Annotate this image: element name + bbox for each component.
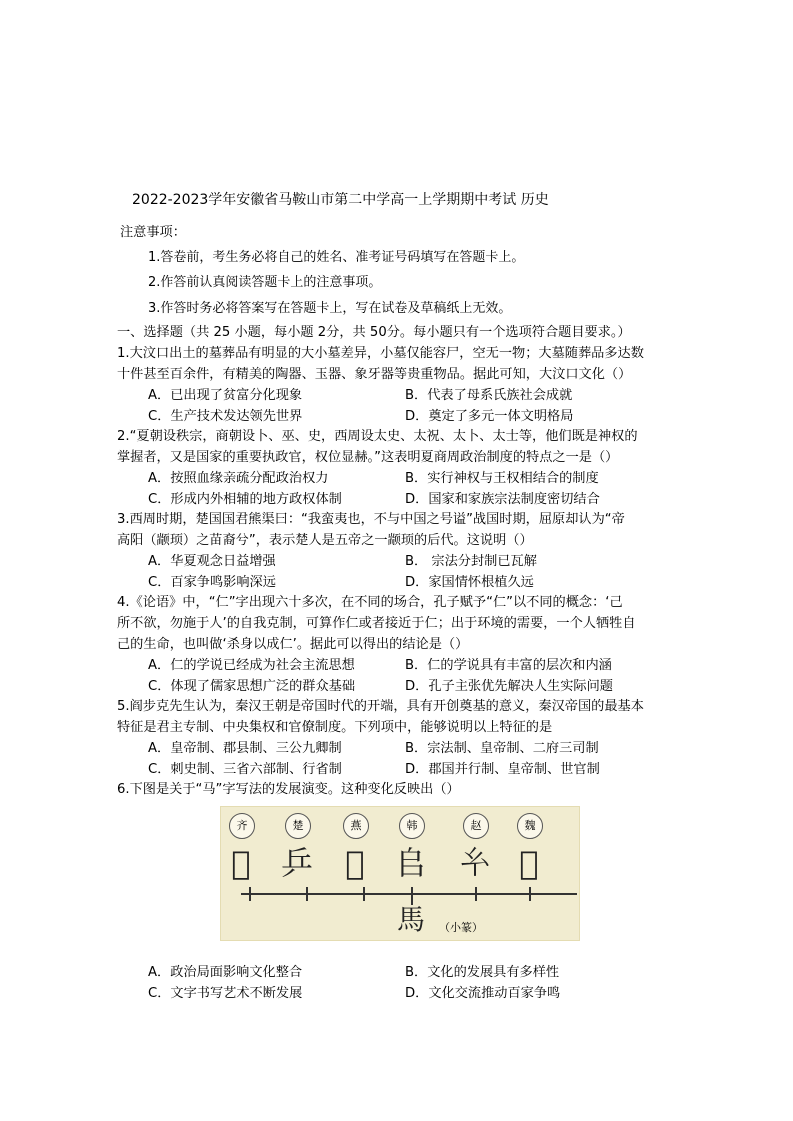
timeline-tick — [529, 887, 531, 901]
horse-character-figure — [220, 806, 580, 941]
option-d: D．孔子主张优先解决人生实际问题 — [405, 679, 613, 694]
option-d: D．郡国并行制、皇帝制、世官制 — [405, 762, 600, 777]
question-text: 己的生命，也叫做‘杀身以成仁’。据此可以得出的结论是（） — [117, 637, 469, 652]
horse-glyph-chu: 乒 — [280, 844, 313, 882]
question-text: 3.西周时期，楚国国君熊渠曰：“我蛮夷也，不与中国之号谥”战国时期，屈原却认为“帝 — [117, 512, 625, 527]
timeline-axis — [241, 893, 577, 895]
option-a: A．政治局面影响文化整合 — [148, 965, 303, 980]
question-text: 4.《论语》中，“仁”字出现六十多次，在不同的场合，孔子赋予“仁”以不同的概念：‘己 — [117, 595, 623, 610]
notice-heading: 注意事项： — [120, 225, 186, 240]
option-c: C．文字书写艺术不断发展 — [148, 986, 303, 1001]
state-badge-wei: 魏 — [517, 813, 543, 839]
option-b: B．实行神权与王权相结合的制度 — [405, 471, 599, 486]
horse-glyph-zhao: 𢆯 — [458, 844, 491, 882]
timeline-tick — [249, 887, 251, 901]
section-heading: 一、选择题（共 25 小题，每小题 2分，共 50分。每小题只有一个选项符合题目要求。） — [117, 325, 631, 340]
state-badge-han: 韩 — [399, 813, 425, 839]
state-badge-chu: 楚 — [285, 813, 311, 839]
question-text: 1.大汶口出土的墓葬品有明显的大小墓差异，小墓仅能容尸，空无一物；大墓随葬品多达数 — [117, 346, 644, 361]
option-a: A．已出现了贫富分化现象 — [148, 388, 303, 403]
option-b: B．文化的发展具有多样性 — [405, 965, 560, 980]
horse-glyph-wei: 𠂻 — [519, 844, 539, 882]
option-c: C．刺史制、三省六部制、行省制 — [148, 762, 342, 777]
horse-glyph-qi: 𢒦 — [231, 844, 251, 882]
notice-item: 2.作答前认真阅读答题卡上的注意事项。 — [148, 275, 382, 290]
option-b: B．宗法制、皇帝制、二府三司制 — [405, 741, 599, 756]
question-text: 特征是君主专制、中央集权和官僚制度。下列项中，能够说明以上特征的是 — [117, 720, 553, 735]
question-text: 掌握者，又是国家的重要执政官，权位显赫。”这表明夏商周政治制度的特点之一是（） — [117, 450, 619, 465]
option-d: D．国家和家族宗法制度密切结合 — [405, 492, 600, 507]
seal-script-label: （小篆） — [439, 921, 483, 934]
question-text: 6.下图是关于“马”字写法的发展演变。这种变化反映出（） — [117, 782, 460, 797]
state-badge-zhao: 赵 — [463, 813, 489, 839]
question-text: 2.“夏朝设秩宗，商朝设卜、巫、史，西周设太史、太祝、太卜、太士等，他们既是神权的 — [117, 429, 638, 444]
option-c: C．百家争鸣影响深远 — [148, 575, 276, 590]
horse-glyph-han: 𠂤 — [394, 844, 427, 882]
question-text: 十件甚至百余件，有精美的陶器、玉器、象牙器等贵重物品。据此可知，大汶口文化（） — [117, 367, 632, 382]
state-badge-qi: 齐 — [229, 813, 255, 839]
timeline-tick — [475, 887, 477, 901]
option-a: A．按照血缘亲疏分配政治权力 — [148, 471, 329, 486]
horse-glyph-yan: 𢍘 — [345, 844, 365, 882]
option-c: C．体现了儒家思想广泛的群众基础 — [148, 679, 356, 694]
option-a: A．仁的学说已经成为社会主流思想 — [148, 658, 355, 673]
timeline-tick — [363, 887, 365, 901]
question-text: 所不欲，勿施于人’的自我克制，可算作仁或者接近于仁；出于环境的需要，一个人牺牲自 — [117, 616, 636, 631]
option-d: D．文化交流推动百家争鸣 — [405, 986, 561, 1001]
timeline-tick — [306, 887, 308, 901]
option-b: B． 宗法分封制已瓦解 — [405, 554, 537, 569]
option-b: B．仁的学说具有丰富的层次和内涵 — [405, 658, 612, 673]
notice-item: 3.作答时务必将答案写在答题卡上，写在试卷及草稿纸上无效。 — [148, 301, 512, 316]
option-c: C．形成内外相辅的地方政权体制 — [148, 492, 342, 507]
question-text: 5.阎步克先生认为，秦汉王朝是帝国时代的开端，具有开创奠基的意义，秦汉帝国的最基本 — [117, 699, 644, 714]
notice-item: 1.答卷前，考生务必将自己的姓名、准考证号码填写在答题卡上。 — [148, 250, 525, 265]
option-a: A．华夏观念日益增强 — [148, 554, 276, 569]
state-badge-yan: 燕 — [343, 813, 369, 839]
option-c: C．生产技术发达领先世界 — [148, 409, 303, 424]
page-title: 2022-2023学年安徽省马鞍山市第二中学高一上学期期中考试 历史 — [132, 192, 549, 208]
option-d: D．家国情怀根植久远 — [405, 575, 534, 590]
question-text: 高阳（颛顼）之苗裔兮”，表示楚人是五帝之一颛顼的后代。这说明（） — [117, 533, 533, 548]
option-d: D．奠定了多元一体文明格局 — [405, 409, 574, 424]
option-b: B．代表了母系氏族社会成就 — [405, 388, 573, 403]
seal-script-glyph: 馬 — [397, 903, 426, 936]
option-a: A．皇帝制、郡县制、三公九卿制 — [148, 741, 342, 756]
